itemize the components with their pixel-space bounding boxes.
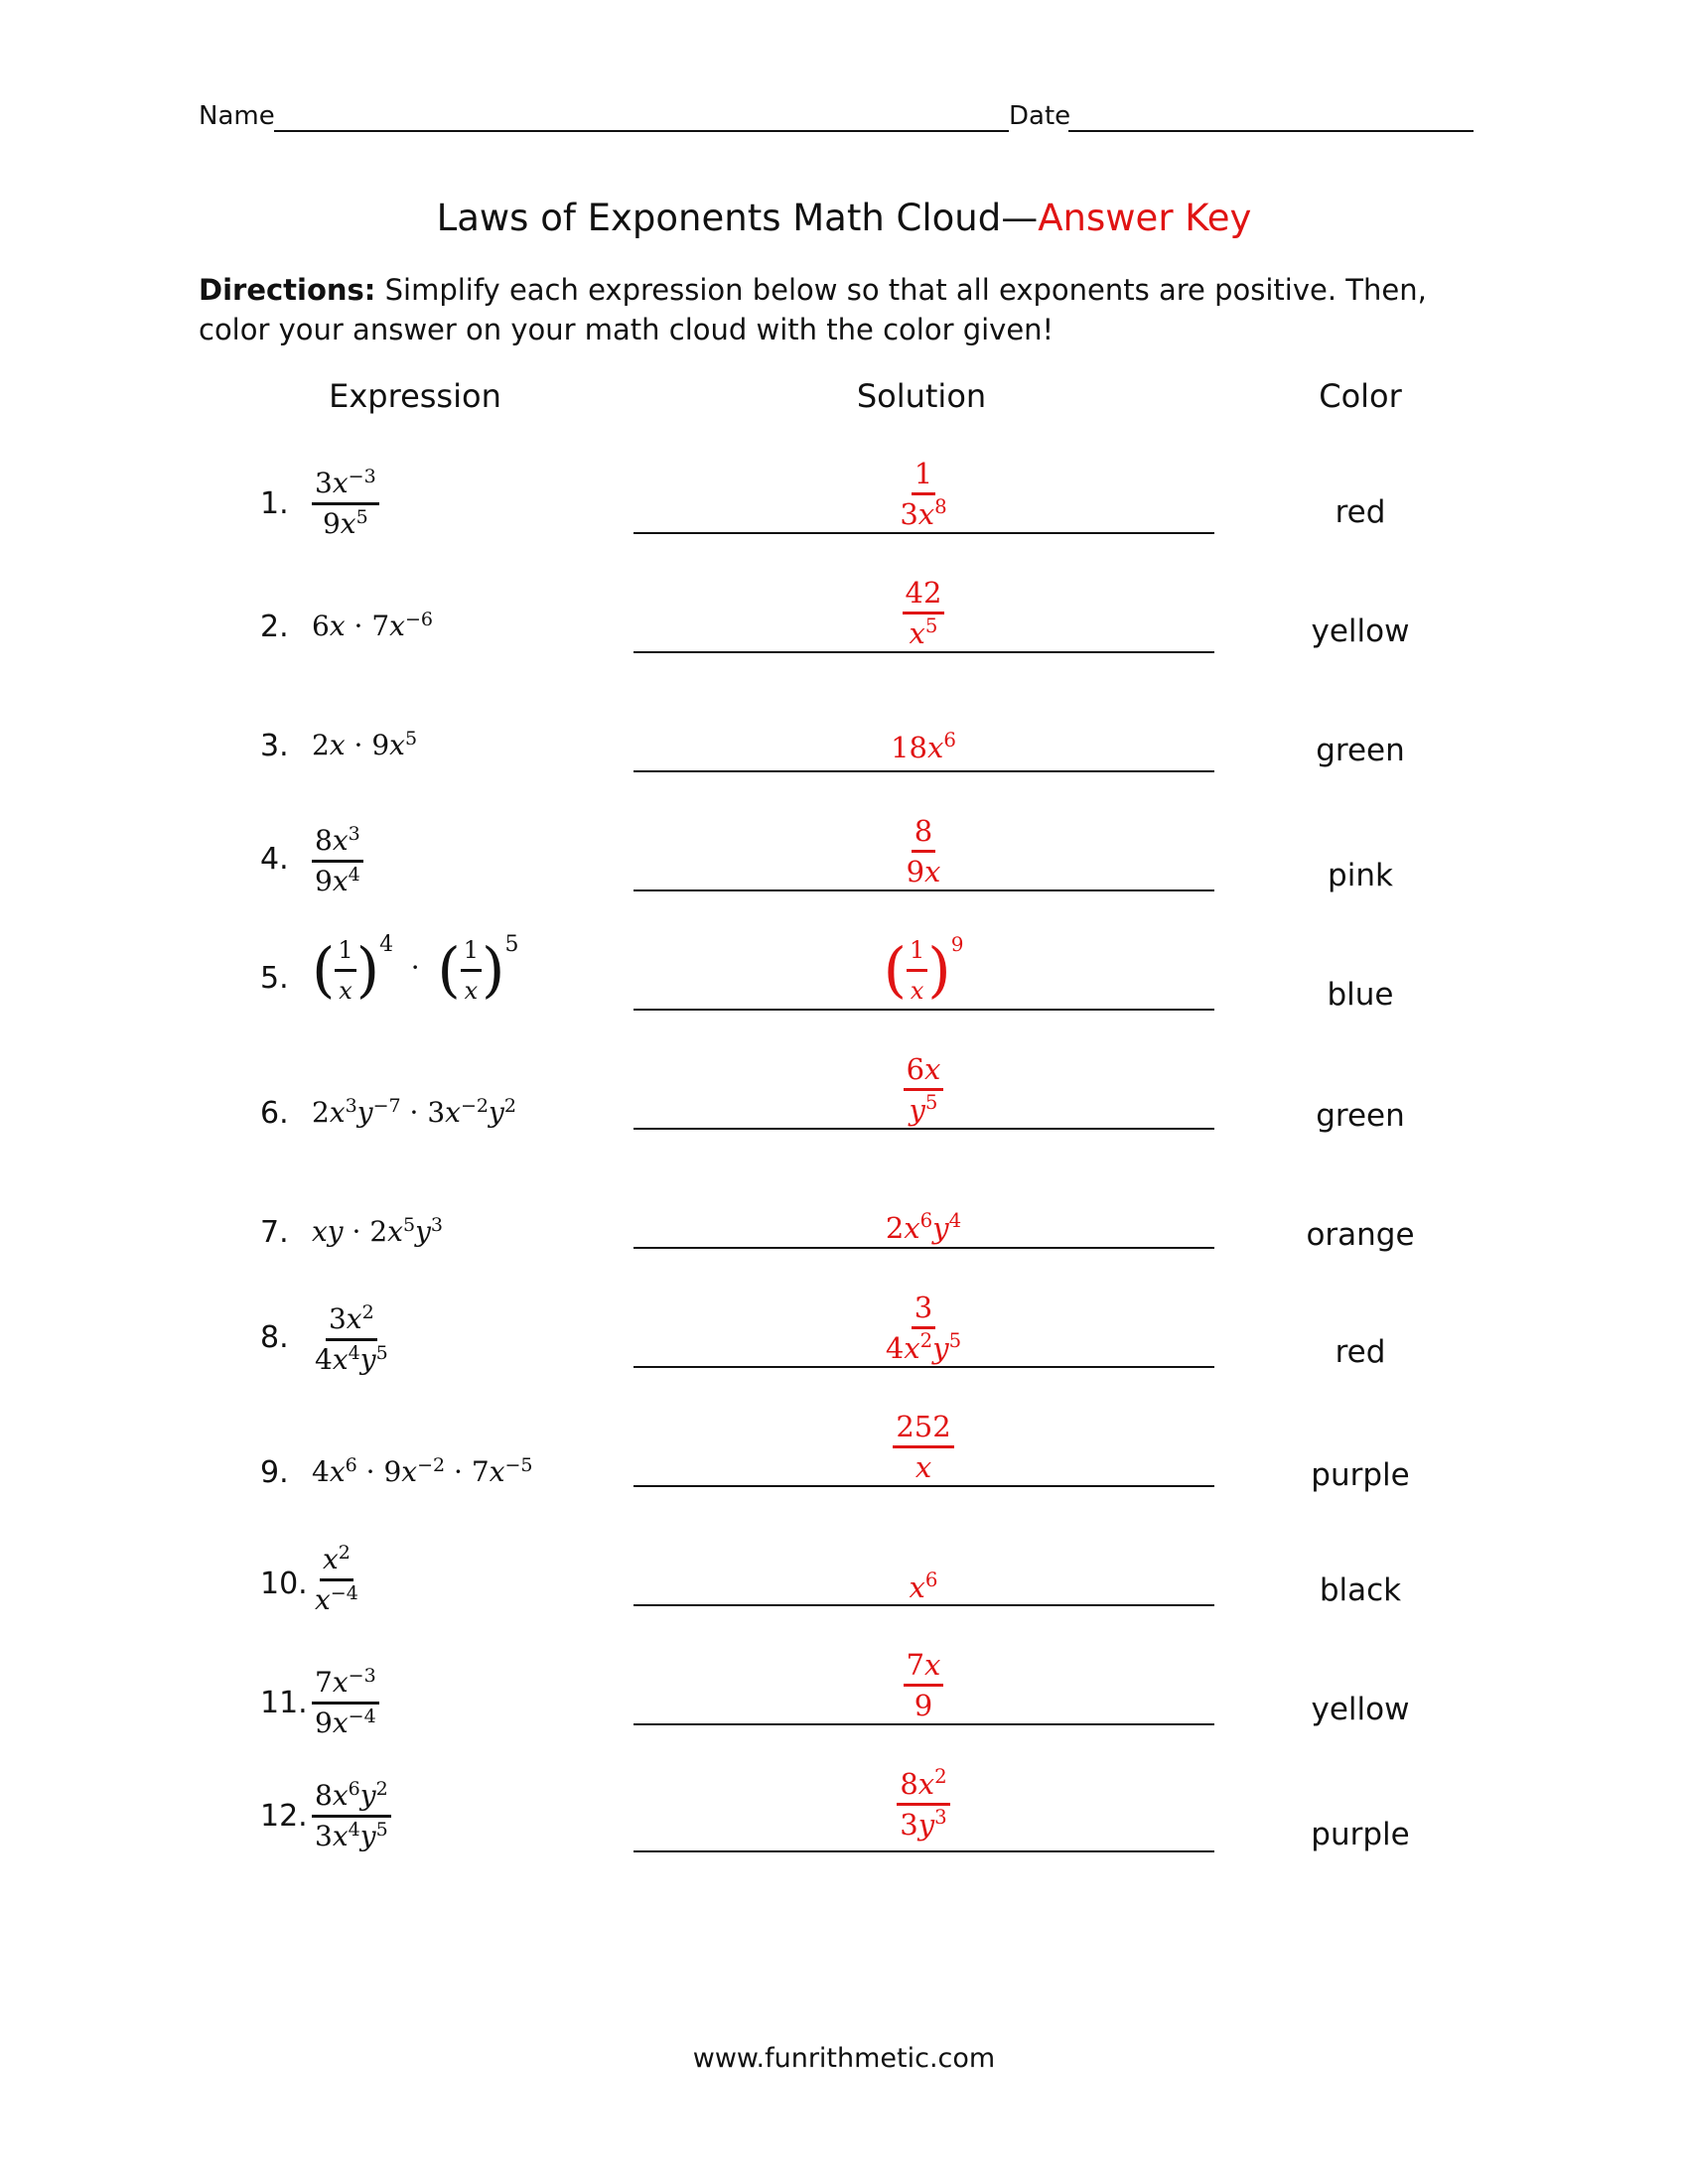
problem-number: 11. bbox=[260, 1686, 308, 1720]
color-label: red bbox=[1335, 1334, 1386, 1370]
directions-text: Simplify each expression below so that all exponents are positive. Then, color your answer on your math cloud with the color given! bbox=[199, 273, 1427, 346]
problem-row bbox=[0, 1050, 1688, 1169]
problem-row bbox=[0, 1527, 1688, 1646]
title-main: Laws of Exponents Math Cloud— bbox=[436, 197, 1039, 239]
expression: $2x \cdot 9x^5$ bbox=[312, 727, 418, 761]
color-label: green bbox=[1316, 1098, 1405, 1134]
expression: ( $\frac{1}{x}$ )$^4$ · ( $\frac{1}{x}$ )$^5$ bbox=[312, 931, 519, 1006]
solution: $\frac{252}{x}$ bbox=[635, 1408, 1211, 1486]
date-field[interactable] bbox=[1068, 130, 1474, 132]
expression bbox=[312, 822, 363, 900]
solution: $x^6$ bbox=[909, 1569, 938, 1604]
expression-fraction: $\frac{8x^3}{9x^4}$ bbox=[312, 822, 363, 900]
footer-url[interactable]: www.funrithmetic.com bbox=[692, 2043, 996, 2074]
column-header-expression: Expression bbox=[329, 377, 501, 415]
color-label: yellow bbox=[1311, 614, 1410, 649]
answer-line[interactable] bbox=[633, 1128, 1214, 1130]
problem-number: 10. bbox=[260, 1567, 308, 1601]
solution: $\frac{42}{x^5}$ bbox=[635, 574, 1211, 652]
problem-row bbox=[0, 1289, 1688, 1408]
solution: $\frac{3}{4x^2y^5}$ bbox=[885, 1291, 962, 1365]
date-label: Date bbox=[1009, 101, 1071, 131]
answer-line[interactable] bbox=[633, 1009, 1214, 1011]
expression bbox=[312, 1300, 391, 1379]
expression-fraction: $\frac{x^2}{x^{-4}}$ bbox=[315, 1541, 358, 1616]
solution: $\frac{1}{3x^8}$ bbox=[900, 457, 947, 531]
color-label: yellow bbox=[1311, 1692, 1410, 1727]
problem-number: 1. bbox=[260, 486, 289, 521]
problem-number: 3. bbox=[260, 729, 289, 763]
answer-line[interactable] bbox=[633, 1850, 1214, 1852]
expression-fraction: $\frac{7x^{-3}}{9x^{-4}}$ bbox=[312, 1664, 379, 1742]
expression: $4x^6 \cdot 9x^{-2} \cdot 7x^{-5}$ bbox=[312, 1453, 533, 1488]
problem-row bbox=[0, 574, 1688, 693]
name-label: Name bbox=[199, 101, 275, 131]
expression: $2x^3y^{-7} \cdot 3x^{-2}y^2$ bbox=[312, 1094, 516, 1129]
solution: $\frac{8}{9x}$ bbox=[906, 814, 941, 888]
problem-number: 6. bbox=[260, 1096, 289, 1131]
problem-number: 12. bbox=[260, 1799, 308, 1834]
expression bbox=[312, 1541, 361, 1619]
answer-line[interactable] bbox=[633, 889, 1214, 891]
expression: xy · $2x^5y^3$ bbox=[312, 1213, 443, 1248]
answer-line[interactable] bbox=[633, 1604, 1214, 1606]
solution: $18x^6$ bbox=[891, 729, 956, 764]
problem-row bbox=[0, 931, 1688, 1050]
color-label: black bbox=[1319, 1572, 1402, 1608]
problem-number: 2. bbox=[260, 610, 289, 644]
problem-row bbox=[0, 693, 1688, 812]
expression bbox=[312, 465, 379, 543]
solution: $2x^6y^4$ bbox=[885, 1209, 962, 1245]
solution: $\frac{7x}{9}$ bbox=[635, 1646, 1211, 1724]
answer-line[interactable] bbox=[633, 532, 1214, 534]
color-label: blue bbox=[1327, 977, 1394, 1013]
expression-fraction: $\frac{3x^2}{4x^4y^5}$ bbox=[315, 1300, 388, 1376]
page-title bbox=[0, 197, 1688, 239]
column-header-solution: Solution bbox=[856, 377, 987, 415]
problem-number: 5. bbox=[260, 961, 289, 996]
answer-line[interactable] bbox=[633, 770, 1214, 772]
expression: $6x \cdot 7x^{-6}$ bbox=[312, 608, 434, 642]
color-label: purple bbox=[1311, 1817, 1410, 1852]
problem-number: 4. bbox=[260, 842, 289, 877]
problem-row bbox=[0, 812, 1688, 931]
expression-fraction: $\frac{8x^6y^2}{3x^4y^5}$ bbox=[312, 1777, 391, 1855]
color-label: red bbox=[1335, 494, 1386, 530]
problem-number: 9. bbox=[260, 1455, 289, 1490]
answer-line[interactable] bbox=[633, 1485, 1214, 1487]
name-field[interactable] bbox=[274, 130, 1009, 132]
directions bbox=[199, 270, 1489, 349]
problem-row bbox=[0, 455, 1688, 574]
expression bbox=[312, 1777, 391, 1855]
expression bbox=[312, 1664, 379, 1742]
problem-row bbox=[0, 1765, 1688, 1884]
problem-number: 8. bbox=[260, 1320, 289, 1355]
color-label: pink bbox=[1328, 858, 1393, 893]
solution: $\frac{6x}{y^5}$ bbox=[635, 1050, 1211, 1129]
answer-line[interactable] bbox=[633, 651, 1214, 653]
problem-number: 7. bbox=[260, 1215, 289, 1250]
answer-line[interactable] bbox=[633, 1366, 1214, 1368]
color-label: green bbox=[1316, 733, 1405, 768]
solution: $\frac{8x^2}{3y^3}$ bbox=[635, 1765, 1211, 1843]
solution: ( $\frac{1}{x}$ )$^9$ bbox=[883, 932, 964, 1006]
problem-row bbox=[0, 1169, 1688, 1289]
color-label: orange bbox=[1306, 1217, 1415, 1253]
answer-line[interactable] bbox=[633, 1723, 1214, 1725]
answer-line[interactable] bbox=[633, 1247, 1214, 1249]
title-answer-key: Answer Key bbox=[1038, 197, 1252, 239]
directions-label: Directions: bbox=[199, 273, 376, 307]
color-label: purple bbox=[1311, 1457, 1410, 1493]
expression-fraction: $\frac{3x^{-3}}{9x^5}$ bbox=[312, 465, 379, 543]
problem-row bbox=[0, 1408, 1688, 1527]
column-header-color: Color bbox=[1319, 377, 1402, 415]
problem-row bbox=[0, 1646, 1688, 1765]
